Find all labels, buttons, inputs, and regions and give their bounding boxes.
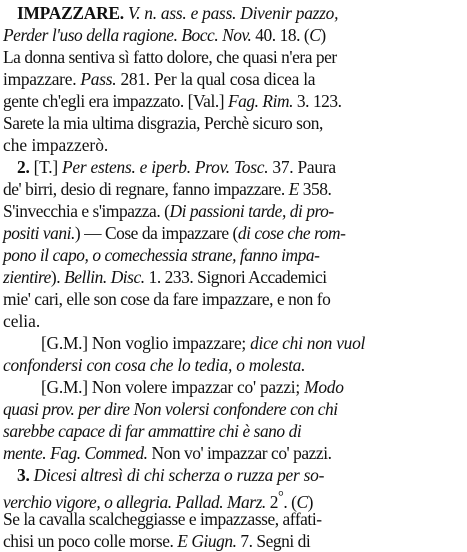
- text-line: [41, 376, 344, 398]
- dictionary-page: [3, 2, 463, 551]
- text-run: Fag. Rim.: [227, 91, 293, 111]
- text-run: 2: [265, 491, 278, 512]
- text-run: 358.: [298, 179, 332, 199]
- text-run: Dicesi altresì di chi scherza o ruzza per so-: [33, 465, 325, 485]
- text-run: IMPAZZARE.: [17, 3, 124, 23]
- text-line: [3, 200, 334, 222]
- text-run: de' birri, desio di regnare, fanno impazzare.: [3, 179, 289, 199]
- text-run: Di passioni tarde, di pro-: [169, 201, 334, 221]
- text-run: 37. Paura: [268, 157, 336, 177]
- text-line: [3, 134, 108, 156]
- text-line: [3, 310, 40, 332]
- text-line: [3, 508, 322, 530]
- text-line: [3, 24, 326, 46]
- text-run: gente ch'egli era impazzato. [Val.]: [3, 91, 228, 111]
- text-run: Non vo' impazzar co' pazzi.: [147, 443, 332, 463]
- text-run: dice chi non vuol: [250, 333, 366, 353]
- text-run: 281. Per la qual cosa dicea la: [116, 69, 316, 89]
- text-run: positi vani.: [3, 223, 75, 243]
- text-run: V. n. ass. e pass. Divenir pazzo,: [127, 3, 339, 23]
- text-line: [3, 530, 310, 552]
- text-run: °: [277, 489, 284, 505]
- text-run: Bellin. Disc.: [64, 267, 145, 287]
- text-run: E Giugn.: [177, 531, 237, 551]
- text-run: pono il capo, o comechessia strane, fanno impa-: [3, 245, 320, 265]
- text-run: 7. Segni di: [236, 531, 311, 551]
- text-line: [3, 90, 342, 112]
- text-run: E: [288, 179, 299, 199]
- text-run: 3. 123.: [293, 91, 342, 111]
- text-run: ).: [50, 267, 65, 287]
- text-run: Perder l'uso della ragione. Bocc. Nov.: [3, 25, 252, 45]
- text-line: [3, 266, 327, 288]
- text-line: [3, 244, 319, 266]
- text-run: [G.M.] Non voglio impazzare;: [41, 333, 251, 353]
- text-run: quasi prov. per dire Non volersi confondere con chi: [3, 399, 338, 419]
- text-line: [3, 354, 305, 376]
- text-run: Se la cavalla scalcheggiasse e impazzasse, affati-: [3, 509, 322, 529]
- text-run: C: [309, 25, 321, 45]
- text-run: chisi un poco colle morse.: [3, 531, 178, 551]
- text-line: [3, 112, 323, 134]
- text-line: [17, 2, 338, 24]
- text-line: [41, 332, 365, 354]
- text-run: Sarete la mia ultima disgrazia, Perchè sicuro son,: [3, 113, 323, 133]
- text-run: Per estens. e iperb. Prov. Tosc.: [62, 157, 269, 177]
- text-run: mie' cari, elle son cose da fare impazzare, e non fo: [3, 289, 331, 309]
- text-line: [3, 442, 331, 464]
- text-run: 2.: [17, 157, 30, 177]
- text-line: [3, 68, 315, 90]
- text-run: 40. 18. (: [251, 25, 310, 45]
- text-run: [G.M.] Non volere impazzar co' pazzi;: [41, 377, 305, 397]
- text-run: ): [307, 491, 313, 512]
- text-run: verchio vigore, o allegria. Pallad. Marz.: [3, 491, 266, 512]
- text-line: [17, 156, 336, 178]
- text-run: celia.: [3, 311, 41, 331]
- text-run: S'invecchia e s'impazza. (: [3, 201, 170, 221]
- text-run: Pass.: [80, 69, 117, 89]
- text-run: zientire: [3, 267, 51, 287]
- text-run: 1. 233. Signori Accademici: [144, 267, 327, 287]
- text-run: impazzare.: [3, 69, 81, 89]
- text-run: che impazzerò.: [3, 135, 109, 155]
- text-line: [3, 398, 338, 420]
- text-run: mente. Fag. Commed.: [3, 443, 148, 463]
- text-run: [T.]: [29, 157, 63, 177]
- text-line: [3, 420, 301, 442]
- text-line: [3, 46, 337, 68]
- text-run: . (: [283, 491, 297, 512]
- text-line: [3, 288, 330, 310]
- text-run: confondersi con cosa che lo tedia, o molesta.: [3, 355, 306, 375]
- text-line: [3, 178, 331, 200]
- text-run: di cose che rom-: [237, 223, 346, 243]
- text-run: Modo: [304, 377, 344, 397]
- text-line: [17, 464, 324, 486]
- text-run: 3.: [17, 465, 30, 485]
- text-run: sarebbe capace di far ammattire chi è sano di: [3, 421, 302, 441]
- text-run: ): [320, 25, 326, 45]
- text-line: [3, 486, 313, 512]
- text-line: [3, 222, 345, 244]
- text-run: C: [296, 491, 308, 512]
- text-run: ) — Cose da impazzare (: [74, 223, 238, 243]
- text-run: La donna sentiva sì fatto dolore, che quasi n'era per: [3, 47, 337, 67]
